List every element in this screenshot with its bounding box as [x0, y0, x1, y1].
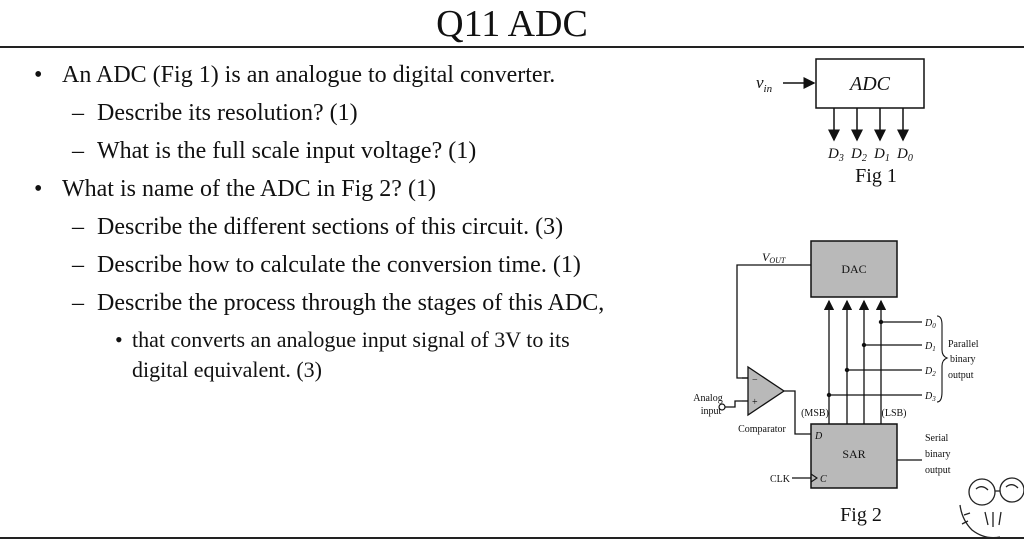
fig2-parallel-label-2: binary	[950, 354, 976, 365]
dash-marker: –	[72, 100, 84, 126]
sub-text-conversion-time: Describe how to calculate the conversion time. (1)	[97, 252, 581, 278]
sub-text-full-scale: What is the full scale input voltage? (1)	[97, 138, 477, 164]
fig1-input-label: $v_{in}$	[756, 73, 773, 95]
fig2-lsb-label: (LSB)	[881, 408, 907, 419]
fig2-junction-dot	[862, 343, 866, 347]
fig2-vout-label: VOUT	[762, 250, 786, 265]
fig2-comparator-label: Comparator	[738, 424, 786, 435]
sub-text-sections: Describe the different sections of this circuit. (3)	[97, 214, 564, 240]
fig2-parallel-label-3: output	[948, 370, 974, 381]
fig2-analog-input-label-1: Analog	[693, 393, 723, 404]
fig2-junction-dot	[879, 320, 883, 324]
fig2-parallel-brace	[937, 316, 947, 402]
fig2-sar-label: SAR	[842, 447, 866, 461]
fig2-analog-input-wire	[725, 401, 742, 407]
bullet-text-adc-definition: An ADC (Fig 1) is an analogue to digital converter.	[62, 62, 556, 88]
fig2-vout-feedback-line	[737, 265, 811, 378]
dash-marker: –	[72, 252, 84, 278]
fig2-comparator-plus: +	[752, 397, 758, 408]
fig2-serial-label-3: output	[925, 465, 951, 476]
fig1-output-label-d1: $D_1$	[874, 146, 890, 164]
fig2-junction-dot	[845, 368, 849, 372]
slide-title: Q11 ADC	[436, 3, 588, 45]
cartoon-doodle-icon	[960, 478, 1024, 538]
bullet-marker: •	[115, 327, 123, 352]
bottom-divider	[0, 537, 1024, 539]
sub-text-resolution: Describe its resolution? (1)	[97, 100, 358, 126]
dash-marker: –	[72, 214, 84, 240]
sub-sub-text-3v-example: that converts an analogue input signal of 3V to its digital equivalent. (3)	[132, 327, 570, 382]
bullet-marker: •	[34, 62, 43, 88]
fig2-serial-label-1: Serial	[925, 433, 949, 444]
fig2-msb-label: (MSB)	[801, 408, 829, 419]
fig2-output-label-d2: $D_2$	[925, 366, 936, 378]
fig2-sar-c-pin: C	[820, 474, 827, 485]
fig1-output-label-d0: $D_0$	[897, 146, 913, 164]
fig2-parallel-label-1: Parallel	[948, 339, 979, 350]
fig1-output-label-d2: $D_2$	[851, 146, 867, 164]
fig2-serial-label-2: binary	[925, 449, 951, 460]
fig2-analog-input-label-2: input	[700, 406, 722, 417]
dash-marker: –	[72, 290, 84, 316]
fig1-caption: Fig 1	[855, 165, 897, 187]
fig2-sar-adc-diagram	[693, 241, 978, 526]
bullet-text-adc-name: What is name of the ADC in Fig 2? (1)	[62, 176, 436, 202]
bullet-marker: •	[34, 176, 43, 202]
fig2-sar-d-pin: D	[815, 431, 823, 442]
fig2-comparator-minus: −	[752, 375, 758, 386]
fig1-adc-label: ADC	[850, 73, 890, 95]
fig2-dac-label: DAC	[841, 262, 867, 276]
sub-text-process: Describe the process through the stages of this ADC,	[97, 290, 605, 316]
fig2-clk-label: CLK	[770, 474, 790, 485]
dash-marker: –	[72, 138, 84, 164]
fig2-output-label-d1: $D_1$	[925, 341, 936, 353]
fig2-output-label-d0: $D_0$	[925, 318, 936, 330]
fig1-block-diagram	[756, 59, 924, 187]
fig2-caption: Fig 2	[840, 504, 882, 526]
fig2-junction-dot	[827, 393, 831, 397]
fig2-output-label-d3: $D_3$	[925, 391, 936, 403]
fig1-output-label-d3: $D_3$	[828, 146, 844, 164]
